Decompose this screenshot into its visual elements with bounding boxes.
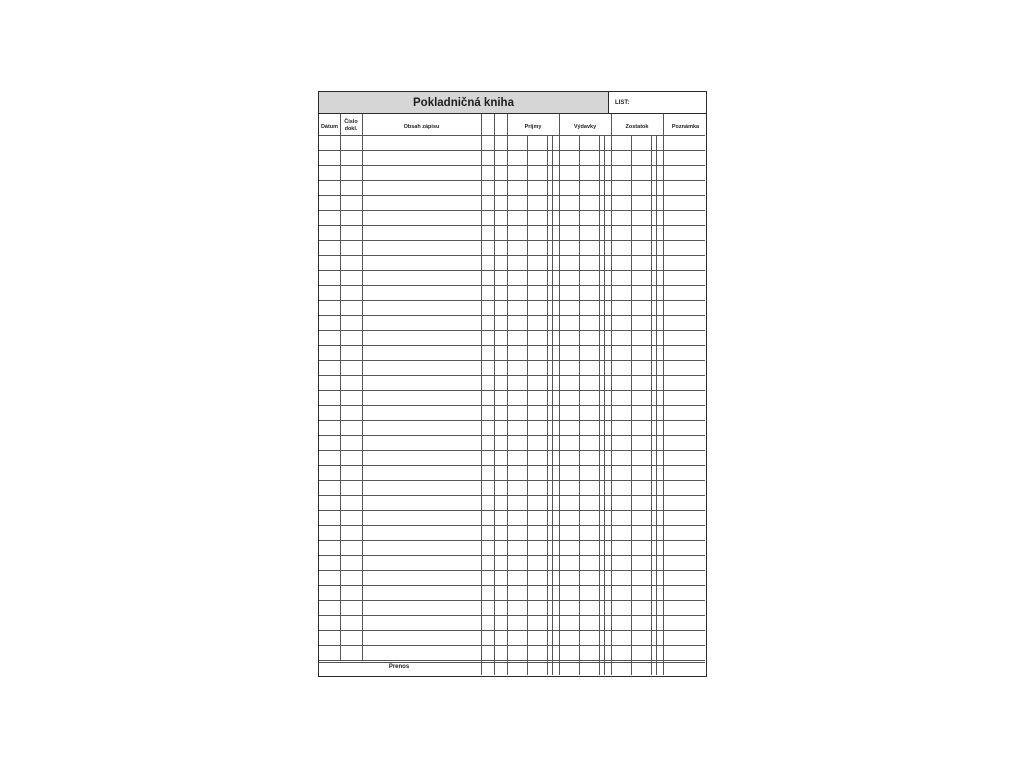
row-divider	[319, 615, 705, 616]
row-divider	[319, 345, 705, 346]
row-divider	[319, 420, 705, 421]
row-divider	[319, 285, 705, 286]
column-divider	[494, 114, 495, 675]
column-header-doc-no-line1: Číslo	[344, 119, 358, 125]
cash-book-form	[318, 91, 707, 677]
row-divider	[319, 255, 705, 256]
carry-over-label: Prenos	[388, 664, 410, 670]
row-divider	[319, 165, 705, 166]
column-header-balance: Zostatok	[625, 124, 649, 130]
row-divider	[319, 645, 705, 646]
row-divider	[319, 390, 705, 391]
header-divider	[319, 135, 705, 136]
column-divider	[507, 114, 508, 675]
row-divider	[319, 495, 705, 496]
column-divider	[481, 114, 482, 675]
row-divider	[319, 510, 705, 511]
row-divider	[319, 540, 705, 541]
column-header-doc-no-line2: dokl.	[344, 126, 358, 132]
column-header-note: Poznámka	[671, 124, 700, 130]
row-divider	[319, 210, 705, 211]
column-divider	[611, 114, 612, 675]
column-divider	[663, 114, 664, 675]
row-divider	[319, 480, 705, 481]
row-divider	[319, 405, 705, 406]
row-divider	[319, 600, 705, 601]
column-header-content: Obsah zápisu	[403, 124, 440, 130]
row-divider	[319, 630, 705, 631]
row-divider	[319, 570, 705, 571]
footer-divider	[319, 662, 705, 663]
row-divider	[319, 375, 705, 376]
row-divider	[319, 465, 705, 466]
row-divider	[319, 150, 705, 151]
row-divider	[319, 300, 705, 301]
form-title: Pokladničná kniha	[319, 92, 609, 114]
row-divider	[319, 450, 705, 451]
row-divider	[319, 225, 705, 226]
row-divider	[319, 555, 705, 556]
row-divider	[319, 435, 705, 436]
column-header-income: Príjmy	[524, 124, 542, 130]
row-divider	[319, 195, 705, 196]
column-divider	[559, 114, 560, 675]
sheet-number-field[interactable]: LIST:	[609, 92, 706, 114]
row-divider	[319, 525, 705, 526]
row-divider	[319, 360, 705, 361]
row-divider	[319, 585, 705, 586]
row-divider	[319, 270, 705, 271]
footer-divider	[319, 660, 705, 661]
column-header-date: Dátum	[320, 124, 339, 130]
row-divider	[319, 180, 705, 181]
row-divider	[319, 315, 705, 316]
row-divider	[319, 330, 705, 331]
row-divider	[319, 240, 705, 241]
column-header-expenses: Výdavky	[573, 124, 597, 130]
